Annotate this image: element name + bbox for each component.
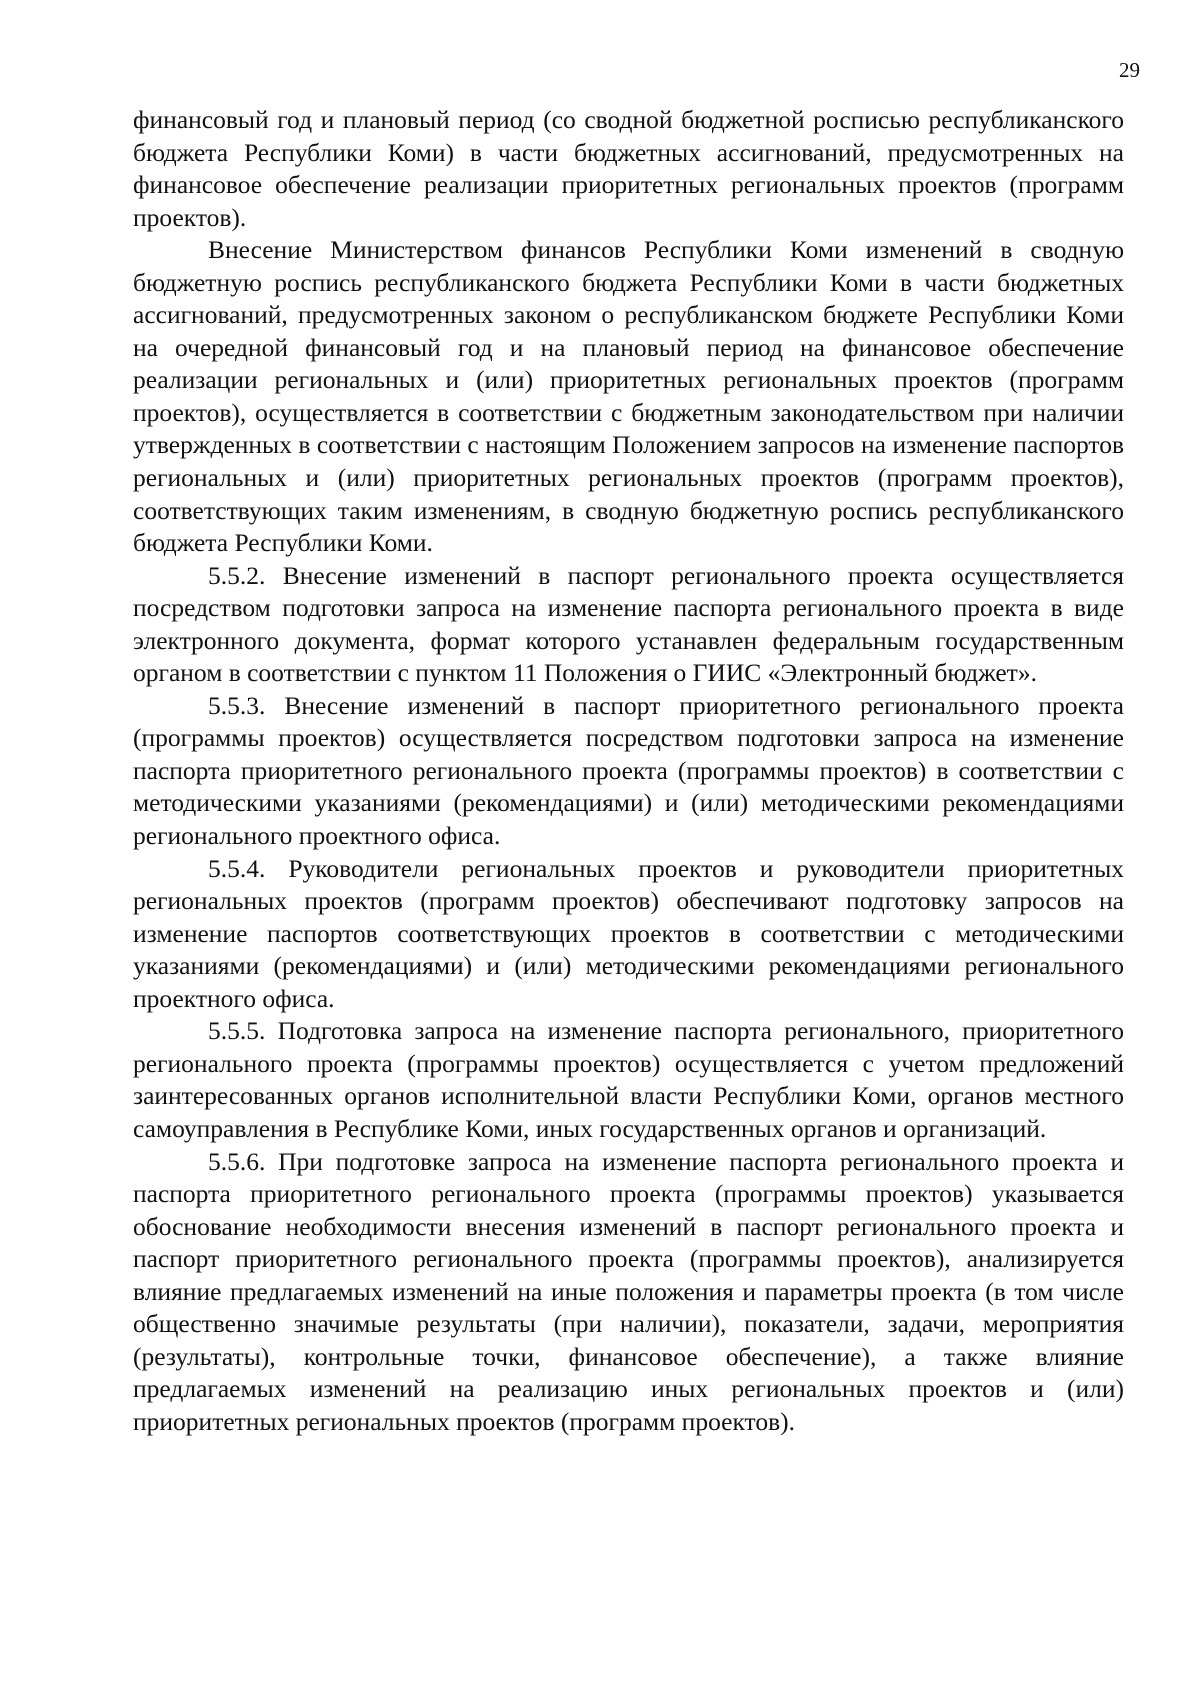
paragraph-5-5-2: 5.5.2. Внесение изменений в паспорт регионального проекта осуществляется посредством подготовки запроса на изменение паспорта регионального проекта в виде электронного документа, формат которого устанавлен федеральным государственным органом в соответствии с пунктом 11 Положения о ГИИС «Электронный бюджет». bbox=[133, 560, 1124, 688]
document-body bbox=[133, 104, 1124, 1438]
paragraph-5-5-6: 5.5.6. При подготовке запроса на изменение паспорта регионального проекта и паспорта приоритетного регионального проекта (программы проектов) указывается обоснование необходимости внесения изменений в паспорт регионального проекта и паспорт приоритетного регионального проекта (программы проектов), анализируется влияние предлагаемых изменений на иные положения и параметры проекта (в том числе общественно значимые результаты (при наличии), показатели, задачи, мероприятия (результаты), контрольные точки, финансовое обеспечение), а также влияние предлагаемых изменений на реализацию иных региональных проектов и (или) приоритетных региональных проектов (программ проектов). bbox=[133, 1146, 1124, 1436]
paragraph-5-5-3: 5.5.3. Внесение изменений в паспорт приоритетного регионального проекта (программы проектов) осуществляется посредством подготовки запроса на изменение паспорта приоритетного регионального проекта (программы проектов) в соответствии с методическими указаниями (рекомендациями) и (или) методическими рекомендациями регионального проектного офиса. bbox=[133, 690, 1124, 851]
paragraph-5-5-5: 5.5.5. Подготовка запроса на изменение паспорта регионального, приоритетного регионального проекта (программы проектов) осуществляется с учетом предложений заинтересованных органов исполнительной власти Республики Коми, органов местного самоуправления в Республике Коми, иных государственных органов и организаций. bbox=[133, 1016, 1124, 1143]
paragraph-budget-changes: Внесение Министерством финансов Республики Коми изменений в сводную бюджетную роспись республиканского бюджета Республики Коми в части бюджетных ассигнований, предусмотренных законом о республиканском бюджете Республики Коми на очередной финансовый год и на плановый период на финансовое обеспечение реализации региональных и (или) приоритетных региональных проектов (программ проектов), осуществляется в соответствии с бюджетным законодательством при наличии утвержденных в соответствии с настоящим Положением запросов на изменение паспортов региональных и (или) приоритетных региональных проектов (программ проектов), соответствующих таким изменениям, в сводную бюджетную роспись республиканского бюджета Республики Коми. bbox=[133, 235, 1124, 558]
paragraph-5-5-4: 5.5.4. Руководители региональных проектов и руководители приоритетных региональных проектов (программ проектов) обеспечивают подготовку запросов на изменение паспортов соответствующих проектов в соответствии с методическими указаниями (рекомендациями) и (или) методическими рекомендациями регионального проектного офиса. bbox=[133, 853, 1124, 1013]
paragraph-continuation: финансовый год и плановый период (со сводной бюджетной росписью республиканского бюджета Республики Коми) в части бюджетных ассигнований, предусмотренных на финансовое обеспечение реализации приоритетных региональных проектов (программ проектов). bbox=[133, 105, 1124, 232]
page-number: 29 bbox=[1119, 58, 1140, 82]
